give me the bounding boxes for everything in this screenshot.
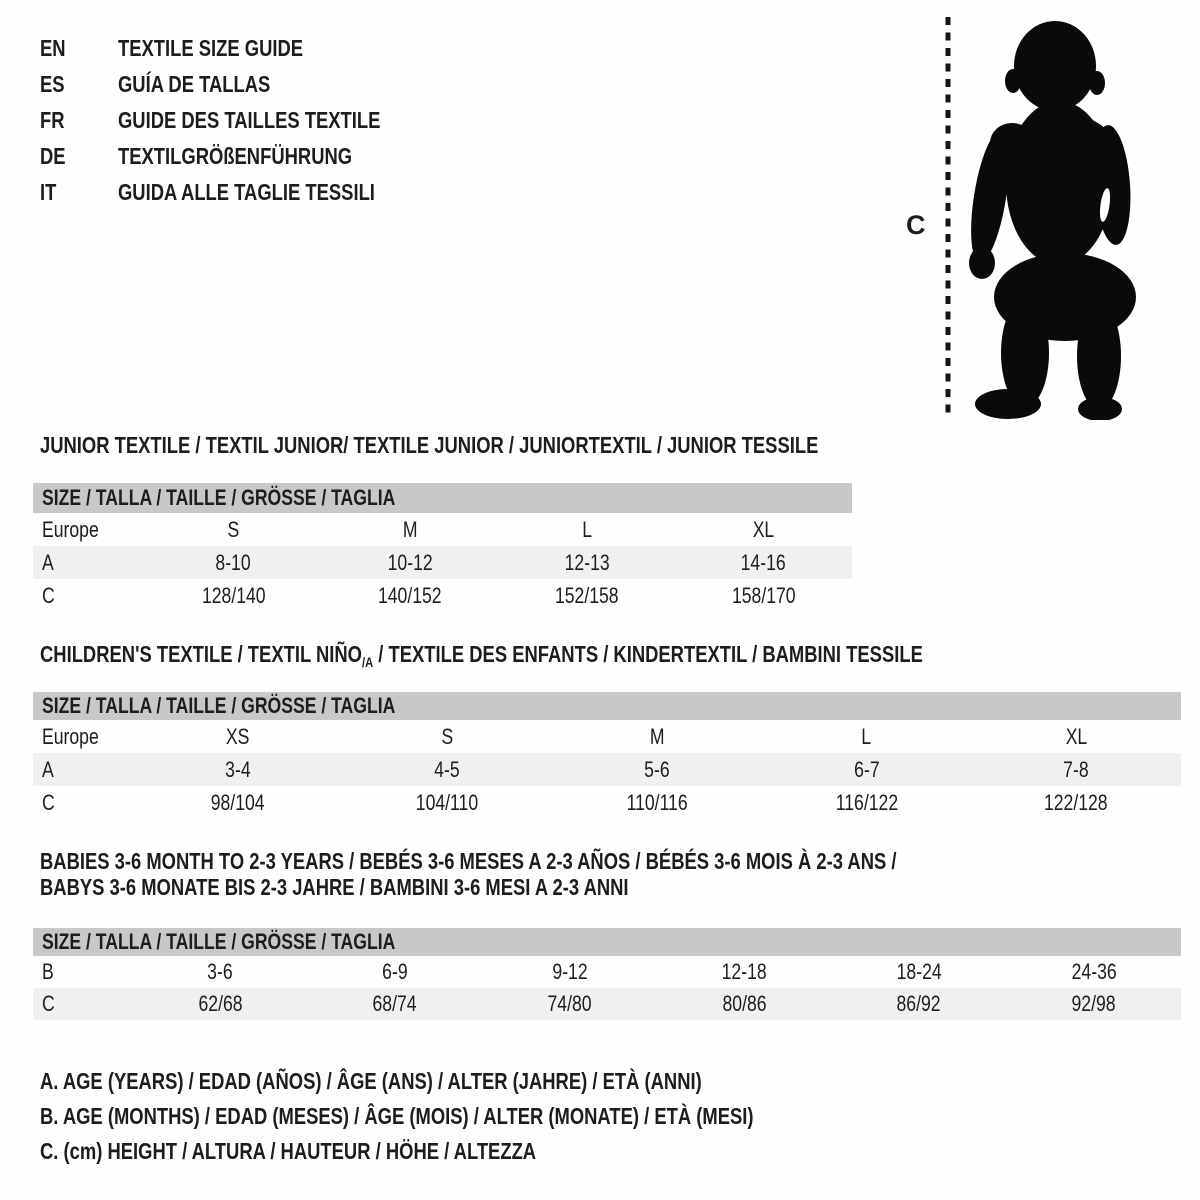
size-cell: L [861, 723, 872, 749]
height-cell: 128/140 [201, 582, 266, 608]
lang-title: TEXTILE SIZE GUIDE [118, 34, 304, 61]
row-label: B [42, 959, 54, 984]
height-cell: 80/86 [722, 991, 767, 1016]
size-cell: S [227, 516, 240, 542]
size-header-bar: SIZE / TALLA / TAILLE / GRÖSSE / TAGLIA [33, 692, 1181, 720]
months-cell: 18-24 [896, 959, 942, 984]
height-cell: 92/98 [1071, 991, 1116, 1016]
junior-size-table [33, 483, 852, 612]
language-title-list [40, 30, 446, 210]
legend-line-b: B. AGE (MONTHS) / EDAD (MESES) / ÂGE (MOIS) / ALTER (MONATE) / ETÀ (MESI) [40, 1103, 754, 1129]
height-cell: 104/110 [416, 789, 479, 815]
table-row-age [33, 753, 1181, 786]
height-cell: 98/104 [210, 789, 265, 815]
age-cell: 3-4 [225, 756, 251, 782]
height-cell: 74/80 [547, 991, 592, 1016]
size-cell: XL [1065, 723, 1087, 749]
height-cell: 140/152 [378, 582, 442, 608]
legend-line-a: A. AGE (YEARS) / EDAD (AÑOS) / ÂGE (ANS) / ALTER (JAHRE) / ETÀ (ANNI) [40, 1068, 702, 1094]
age-cell: 4-5 [434, 756, 461, 782]
size-cell: XL [752, 516, 775, 542]
lang-row-es [40, 66, 446, 102]
height-cell: 68/74 [372, 991, 418, 1016]
lang-row-en [40, 30, 446, 66]
row-label: C [42, 789, 55, 815]
months-cell: 3-6 [207, 959, 234, 984]
table-row-europe [33, 513, 852, 546]
lang-code: EN [40, 34, 66, 61]
size-cell: XS [226, 723, 250, 749]
lang-title: TEXTILGRÖßENFÜHRUNG [118, 142, 353, 169]
height-measure-label: C [906, 210, 926, 240]
row-label: A [42, 756, 54, 782]
lang-title: GUÍA DE TALLAS [118, 70, 271, 97]
height-cell: 116/122 [835, 789, 898, 815]
size-cell: M [402, 516, 418, 542]
babies-section-title: BABIES 3-6 MONTH TO 2-3 YEARS / BEBÉS 3-6 MESES A 2-3 AÑOS / BÉBÉS 3-6 MOIS À 2-3 ANS / BABYS 3-6 MONATE BIS 2-3 JAHRE / BAMBINI 3-6 MESI A 2-3 ANNI [40, 848, 897, 900]
height-cell: 86/92 [896, 991, 942, 1016]
lang-row-fr [40, 102, 446, 138]
legend-line-c: C. (cm) HEIGHT / ALTURA / HAUTEUR / HÖHE / ALTEZZA [40, 1138, 537, 1164]
size-cell: M [649, 723, 665, 749]
table-row-height [33, 786, 1181, 819]
table-row-europe [33, 720, 1181, 753]
age-cell: 6-7 [853, 756, 880, 782]
row-label: Europe [42, 723, 99, 749]
row-label: A [42, 549, 54, 575]
table-row-height [33, 579, 852, 612]
age-cell: 10-12 [387, 549, 433, 575]
row-label: Europe [42, 516, 99, 542]
age-cell: 7-8 [1063, 756, 1089, 782]
months-cell: 12-18 [721, 959, 767, 984]
height-cell: 158/170 [731, 582, 796, 608]
lang-title: GUIDA ALLE TAGLIE TESSILI [118, 178, 375, 205]
height-cell: 110/116 [626, 789, 688, 815]
nino-a-subscript: /A [361, 654, 374, 670]
babies-size-table [33, 928, 1181, 1020]
lang-code: FR [40, 106, 65, 133]
age-cell: 5-6 [644, 756, 670, 782]
months-cell: 9-12 [552, 959, 588, 984]
height-cell: 152/158 [555, 582, 619, 608]
age-cell: 12-13 [564, 549, 610, 575]
row-label: C [42, 582, 55, 608]
row-label: C [42, 991, 55, 1016]
table-row-age [33, 546, 852, 579]
age-cell: 14-16 [741, 549, 787, 575]
toddler-silhouette-icon [962, 15, 1142, 420]
table-row-height [33, 988, 1181, 1020]
junior-section-title: JUNIOR TEXTILE / TEXTIL JUNIOR/ TEXTILE JUNIOR / JUNIORTEXTIL / JUNIOR TESSILE [40, 432, 819, 458]
lang-row-de [40, 138, 446, 174]
height-dashed-line-icon [944, 17, 952, 417]
lang-title: GUIDE DES TAILLES TEXTILE [118, 106, 381, 133]
children-section-title: CHILDREN'S TEXTILE / TEXTIL $NIÑO_{/A}$ / TEXTILE DES ENFANTS / KINDERTEXTIL / BAMBINI TESSILE [40, 641, 923, 670]
size-header-bar: SIZE / TALLA / TAILLE / GRÖSSE / TAGLIA [33, 928, 1181, 956]
lang-code: IT [40, 178, 57, 205]
height-cell: 122/128 [1044, 789, 1108, 815]
months-cell: 24-36 [1071, 959, 1117, 984]
legend [40, 1064, 932, 1169]
age-cell: 8-10 [215, 549, 251, 575]
table-row-months [33, 956, 1181, 988]
lang-row-it [40, 174, 446, 210]
size-cell: S [441, 723, 454, 749]
lang-code: ES [40, 70, 65, 97]
height-cell: 62/68 [198, 991, 243, 1016]
children-size-table [33, 692, 1181, 819]
lang-code: DE [40, 142, 66, 169]
size-header-bar: SIZE / TALLA / TAILLE / GRÖSSE / TAGLIA [33, 483, 852, 513]
months-cell: 6-9 [382, 959, 408, 984]
size-cell: L [581, 516, 592, 542]
